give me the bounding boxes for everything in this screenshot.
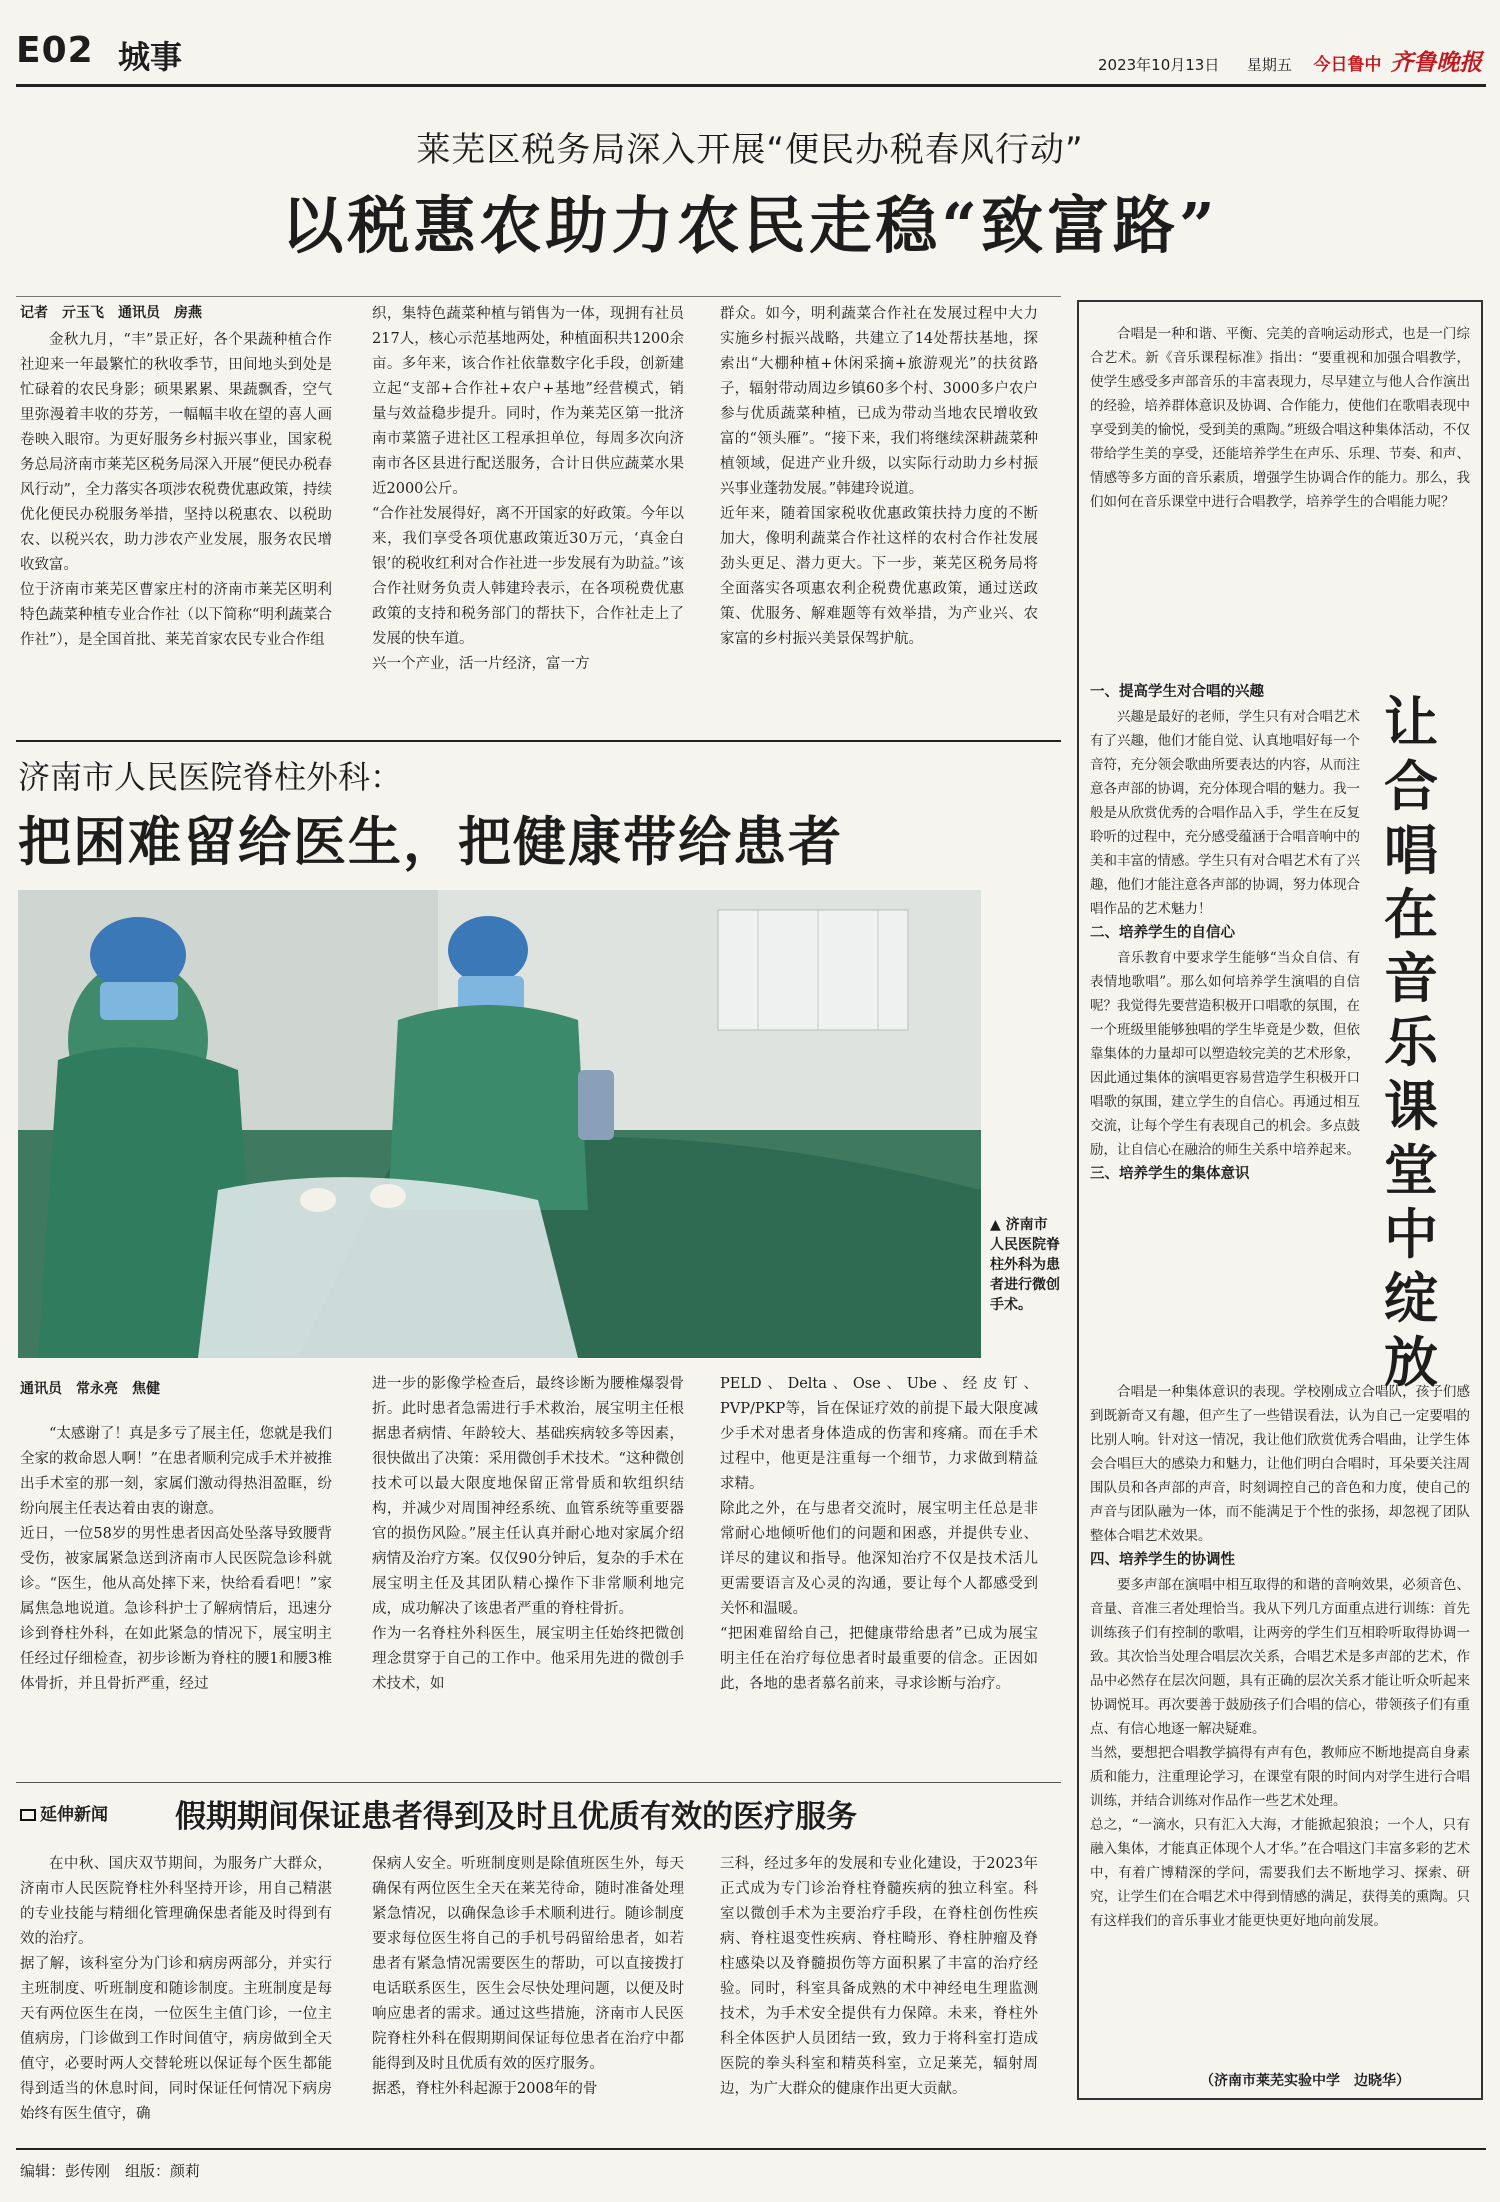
article2-bottom-rule — [16, 1782, 1061, 1783]
issue-weekday: 星期五 — [1246, 56, 1292, 74]
article1-col1 — [20, 328, 332, 728]
article4-author: （济南市莱芜实验中学 边晓华） — [1200, 2073, 1410, 2089]
article4-s3-body: 合唱是一种集体意识的表现。学校刚成立合唱队，孩子们感到既新奇又有趣，但产生了一些错误看法，认为自己一定要唱的比别人响。针对这一情况，我让他们欣赏优秀合唱曲，让学生体会合唱巨大的感染力和魅力，让他们明白合唱时，耳朵要关注周围队员和各声部的声音，时刻调控自己的音色和力度，使自己的声音与团队融为一体，而不能满足于个性的张扬，却忽视了团队整体合唱艺术效果。 — [1090, 1384, 1470, 1544]
article3-col1-text: 在中秋、国庆双节期间，为服务广大群众，济南市人民医院脊柱外科坚持开诊，用自己精湛的专业技能与精细化管理确保患者能及时得到有效的治疗。 据了解，该科室分为门诊和病房两部分，并实行主班制度、听班制度和随诊制度。主班制度是每天有两位医生在岗，一位医生主值门诊，一位主值病房，门诊做到工作时间值守，病房做到全天值守，必要时两人交替轮班以保证每个医生都能得到适当的休息时间，同时保证任何情况下病房始终有医生值守，确 — [20, 1856, 332, 2122]
article2-headline: 把困难留给医生，把健康带给患者 — [18, 811, 843, 873]
article3-headline: 假期期间保证患者得到及时且优质有效的医疗服务 — [175, 1799, 857, 1835]
article3-tag-label: 延伸新闻 — [40, 1805, 108, 1825]
article2-col1 — [20, 1422, 332, 1782]
surgery-scene-illustration — [18, 890, 981, 1358]
article4-s4-body: 要多声部在演唱中相互取得的和谐的音响效果，必须音色、音量、音准三者处理恰当。我从下列几方面重点进行训练：首先训练孩子们有控制的歌唱，让两旁的学生们互相聆听取得协调一致。其次恰当处理合唱层次关系，合唱艺术是多声部的艺术，作品中必然存在层次问题，具有正确的层次关系才能让听众听起来协调悦耳。再次要善于鼓励孩子们合唱的信心，带领孩子们有重点、有信心地逐一解决疑难。 当然，要想把合唱教学搞得有声有色，教师应不断地提高自身素质和能力，注重理论学习，在课堂有限的时间内对学生进行合唱训练，并结合训练对作品作一些艺术处理。 总之，“一滴水，只有汇入大海，才能掀起狼浪；一个人，只有融入集体，才能真正体现个人才华。”在合唱这门丰富多彩的艺术中，有着广博精深的学问，需要我们去不断地学习、探索、研究，让学生们在合唱艺术中得到情感的满足，获得美的熏陶。只有这样我们的音乐事业才能更快更好地向前发展。 — [1090, 1577, 1470, 1929]
article3-col3-text: 三科，经过多年的发展和专业化建设，于2023年正式成为专门诊治脊柱脊髓疾病的独立科室。科室以微创手术为主要治疗手段，在脊柱创伤性疾病、脊柱退变性疾病、脊柱畸形、脊柱肿瘤及脊柱感染以及脊髓损伤等方面积累了丰富的治疗经验。同时，科室具备成熟的术中神经电生理监测技术，为手术安全提供有力保障。未来，脊柱外科全体医护人员团结一致，致力于将科室打造成医院的拳头科室和精英科室，立足莱芜，辐射周边，为广大群众的健康作出更大贡献。 — [720, 1856, 1038, 2097]
article2-col1-text: “太感谢了！真是多亏了展主任，您就是我们全家的救命恩人啊！”在患者顺利完成手术并被推出手术室的那一刻，家属们激动得热泪盈眶，纷纷向展主任表达着由衷的谢意。 近日，一位58岁的男性患者因高处坠落导致腰背受伤，被家属紧急送到济南市人民医院急诊科就诊。“医生，他从高处摔下来，快给看看吧！”家属焦急地说道。急诊科护士了解病情后，迅速分诊到脊柱外科，在如此紧急的情况下，展宝明主任经过仔细检查，初步诊断为脊柱的腰1和腰3椎体骨折，并且骨折严重，经过 — [20, 1426, 332, 1692]
header-rule — [16, 84, 1486, 87]
article1-kicker: 莱芜区税务局深入开展“便民办税春风行动” — [416, 130, 1084, 170]
article1-headline: 以税惠农助力农民走稳“致富路” — [281, 189, 1219, 262]
article4-headline: 让合唱在音乐课堂中绽放 — [1384, 690, 1438, 1394]
article3-col3 — [720, 1852, 1038, 2122]
article3-col1 — [20, 1852, 332, 2122]
issue-date: 2023年10月13日 — [1098, 56, 1220, 74]
article2-col2 — [372, 1372, 684, 1782]
section-name: 城事 — [118, 38, 183, 76]
article1-col3 — [720, 302, 1038, 727]
article4-s3-title: 三、培养学生的集体意识 — [1090, 1166, 1250, 1182]
article4-s1-body: 兴趣是最好的老师，学生只有对合唱艺术有了兴趣，他们才能自觉、认真地唱好每一个音符，充分领会歌曲所要表达的内容，从而注意各声部的协调，充分体现合唱的魅力。我一般是从欣赏优秀的合唱作品入手，学生在反复聆听的过程中，充分感受蕴涵于合唱音响中的美和丰富的情感。学生只有对合唱艺术有了兴趣，他们才能注意各声部的协调，努力体现合唱作品的艺术魅力！ — [1090, 709, 1360, 917]
article4-s2-body: 音乐教育中要求学生能够“当众自信、有表情地歌唱”。那么如何培养学生演唱的自信呢？我觉得先要营造积极开口唱歌的氛围，在一个班级里能够独唱的学生毕竟是少数，但依靠集体的力量却可以塑造较完美的艺术形象，因此通过集体的演唱更容易营造学生积极开口唱歌的氛围，建立学生的自信心。再通过相互交流，让每个学生有表现自己的机会。多点鼓励，让自信心在融洽的师生关系中培养起来。 — [1090, 950, 1360, 1158]
article3-col2-text: 保病人安全。听班制度则是除值班医生外，每天确保有两位医生全天在莱芜待命，随时准备处理紧急情况，以确保急诊手术顺利进行。随诊制度要求每位医生将自己的手机号码留给患者，如若患者有紧急情况需要医生的帮助，可以直接拨打电话联系医生，医生会尽快处理问题，以便及时响应患者的需求。通过这些措施，济南市人民医院脊柱外科在假期期间保证每位患者在治疗中都能得到及时且优质有效的医疗服务。 据悉，脊柱外科起源于2008年的骨 — [372, 1856, 684, 2097]
page-code: E02 — [16, 30, 94, 71]
surgery-photo — [18, 890, 981, 1358]
article4-s2-title: 二、培养学生的自信心 — [1090, 925, 1235, 941]
article1-byline: 记者 亓玉飞 通讯员 房燕 — [20, 305, 202, 321]
article1-col2 — [372, 302, 684, 727]
article4-s1-title: 一、提高学生对合唱的兴趣 — [1090, 684, 1264, 700]
article4-intro — [1090, 322, 1470, 682]
article1-col3-text: 群众。如今，明利蔬菜合作社在发展过程中大力实施乡村振兴战略，共建立了14处帮扶基地，探索出“大棚种植+休闲采摘+旅游观光”的扶贫路子，辐射带动周边乡镇60多个村、3000多户农户参与优质蔬菜种植，已成为带动当地农民增收致富的“领头雁”。“接下来，我们将继续深耕蔬菜种植领域，促进产业升级，以实际行动助力乡村振兴事业蓬勃发展。”韩建玲说道。 近年来，随着国家税收优惠政策扶持力度的不断加大，像明利蔬菜合作社这样的农村合作社发展劲头更足、潜力更大。下一步，莱芜区税务局将全面落实各项惠农利企税费优惠政策，通过送政策、优服务、解难题等有效举措，为产业兴、农家富的乡村振兴美景保驾护航。 — [720, 306, 1038, 647]
article4-s4-title: 四、培养学生的协调性 — [1090, 1552, 1235, 1568]
article1-rule — [16, 296, 1061, 297]
article2-col3 — [720, 1372, 1038, 1782]
photo-caption: ▲ 济南市人民医院脊柱外科为患者进行微创手术。 — [990, 1217, 1060, 1313]
article4-lower — [1090, 1380, 1470, 2080]
article3-col2 — [372, 1852, 684, 2122]
article2-byline: 通讯员 常永亮 焦健 — [20, 1381, 160, 1397]
article4-upper — [1090, 680, 1360, 1380]
news-tag-icon — [20, 1809, 36, 1821]
article2-col3-text: PELD、Delta、Ose、Ube、经皮钉、PVP/PKP等，旨在保证疗效的前提下最大限度减少手术对患者身体造成的伤害和疼痛。而在手术过程中，他更是注重每一个细节，力求做到精益求精。 除此之外，在与患者交流时，展宝明主任总是非常耐心地倾听他们的问题和困惑，并提供专业、详尽的建议和指导。他深知治疗不仅是技术活儿更需要语言及心灵的沟通，要让每个人都感受到关怀和温暖。 “把困难留给自己，把健康带给患者”已成为展宝明主任在治疗每位患者时最重要的信念。正因如此，各地的患者慕名前来，寻求诊断与治疗。 — [720, 1376, 1038, 1692]
article2-col2-text: 进一步的影像学检查后，最终诊断为腰椎爆裂骨折。此时患者急需进行手术救治，展宝明主任根据患者病情、年龄较大、基础疾病较多等因素，很快做出了决策：采用微创手术技术。“这种微创技术可以最大限度地保留正常骨质和软组织结构，并减少对周围神经系统、血管系统等重要器官的损伤风险。”展主任认真并耐心地对家属介绍病情及治疗方案。仅仅90分钟后，复杂的手术在展宝明主任及其团队精心操作下非常顺利地完成，成功解决了该患者严重的脊柱骨折。 作为一名脊柱外科医生，展宝明主任始终把微创理念贯穿于自己的工作中。他采用先进的微创手术技术，如 — [372, 1376, 684, 1692]
article1-bottom-rule — [16, 740, 1061, 742]
footer-editor: 编辑：彭传刚 组版：颜莉 — [20, 2162, 201, 2180]
article2-kicker: 济南市人民医院脊柱外科： — [18, 758, 403, 796]
edition-tagline: 今日鲁中 — [1313, 55, 1382, 75]
article3-tag — [20, 1800, 108, 1825]
date-line — [1098, 44, 1482, 77]
article1-col2-text: 织，集特色蔬菜种植与销售为一体，现拥有社员217人，核心示范基地两处，种植面积共1200余亩。多年来，该合作社依靠数字化手段，创新建立起“支部+合作社+农户+基地”经营模式，销量与效益稳步提升。同时，作为莱芜区第一批济南市菜篮子进社区工程承担单位，每周多次向济南市各区县进行配送服务，合计日供应蔬菜水果近2000公斤。 “合作社发展得好，离不开国家的好政策。今年以来，我们享受各项优惠政策近30万元，‘真金白银’的税收红利对合作社进一步发展有为助益。”该合作社财务负责人韩建玲表示，在各项税费优惠政策的支持和税务部门的帮扶下，合作社走上了发展的快车道。 兴一个产业，活一片经济，富一方 — [372, 306, 684, 672]
footer-rule — [16, 2148, 1486, 2150]
article1-col1-text: 金秋九月，“丰”景正好，各个果蔬种植合作社迎来一年最繁忙的秋收季节，田间地头到处是忙碌着的农民身影；硕果累累、果蔬飘香，空气里弥漫着丰收的芬芳，一幅幅丰收在望的喜人画卷映入眼帘。为更好服务乡村振兴事业，国家税务总局济南市莱芜区税务局深入开展“便民办税春风行动”，全力落实各项涉农税费优惠政策，持续优化便民办税服务举措，坚持以税惠农、以税助农、以税兴农，助力涉农产业发展，服务农民增收致富。 位于济南市莱芜区曹家庄村的济南市莱芜区明利特色蔬菜种植专业合作社（以下简称“明利蔬菜合作社”），是全国首批、莱芜首家农民专业合作组 — [20, 332, 332, 648]
article4-intro-text: 合唱是一种和谐、平衡、完美的音响运动形式，也是一门综合艺术。新《音乐课程标准》指出：“要重视和加强合唱教学，使学生感受多声部音乐的丰富表现力，尽早建立与他人合作演出的经验，培养群体意识及协调、合作能力，使他们在歌唱表现中享受到美的愉悦，受到美的熏陶。”班级合唱这种集体活动，不仅带给学生美的享受，还能培养学生在声乐、乐理、节奏、和声、情感等多方面的音乐素质，增强学生协调合作的能力。那么，我们如何在音乐课堂中进行合唱教学，培养学生的合唱能力呢？ — [1090, 326, 1470, 510]
masthead-logo: 齐鲁晚报 — [1390, 49, 1483, 76]
